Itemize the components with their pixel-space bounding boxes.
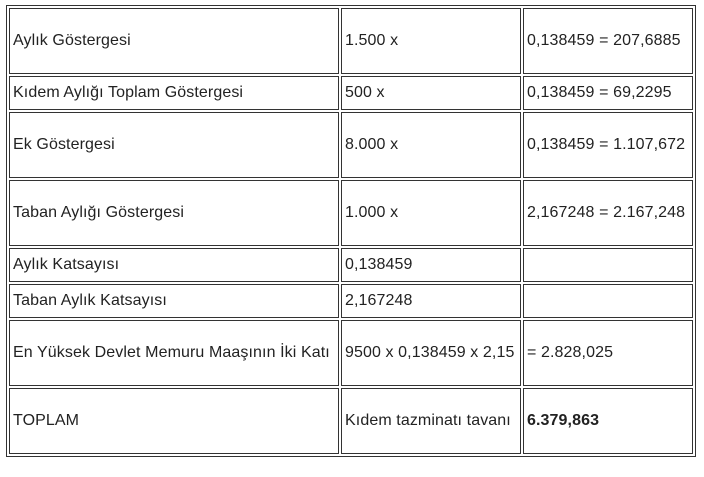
- row-value: 1.500 x: [341, 8, 521, 74]
- row-label: Aylık Göstergesi: [9, 8, 339, 74]
- row-result: = 2.828,025: [523, 320, 693, 386]
- table-container: [6, 5, 696, 457]
- row-result: 0,138459 = 1.107,672: [523, 112, 693, 178]
- row-label: Kıdem Aylığı Toplam Göstergesi: [9, 76, 339, 110]
- total-result: 6.379,863: [523, 388, 693, 454]
- table-row: [9, 248, 693, 282]
- row-label: Ek Göstergesi: [9, 112, 339, 178]
- severance-table: [6, 5, 696, 457]
- row-result: 0,138459 = 69,2295: [523, 76, 693, 110]
- table-row-total: [9, 388, 693, 454]
- row-result: 0,138459 = 207,6885: [523, 8, 693, 74]
- table-row: [9, 320, 693, 386]
- row-label: Aylık Katsayısı: [9, 248, 339, 282]
- row-value: 8.000 x: [341, 112, 521, 178]
- row-label: Taban Aylığı Göstergesi: [9, 180, 339, 246]
- row-value: 500 x: [341, 76, 521, 110]
- row-result: [523, 284, 693, 318]
- row-result: [523, 248, 693, 282]
- table-row: [9, 76, 693, 110]
- total-label: TOPLAM: [9, 388, 339, 454]
- total-value: Kıdem tazminatı tavanı: [341, 388, 521, 454]
- row-label: Taban Aylık Katsayısı: [9, 284, 339, 318]
- table-row: [9, 112, 693, 178]
- row-value: 9500 x 0,138459 x 2,15: [341, 320, 521, 386]
- row-value: 1.000 x: [341, 180, 521, 246]
- row-value: 0,138459: [341, 248, 521, 282]
- table-row: [9, 8, 693, 74]
- row-value: 2,167248: [341, 284, 521, 318]
- row-result: 2,167248 = 2.167,248: [523, 180, 693, 246]
- table-row: [9, 284, 693, 318]
- table-row: [9, 180, 693, 246]
- row-label: En Yüksek Devlet Memuru Maaşının İki Katı: [9, 320, 339, 386]
